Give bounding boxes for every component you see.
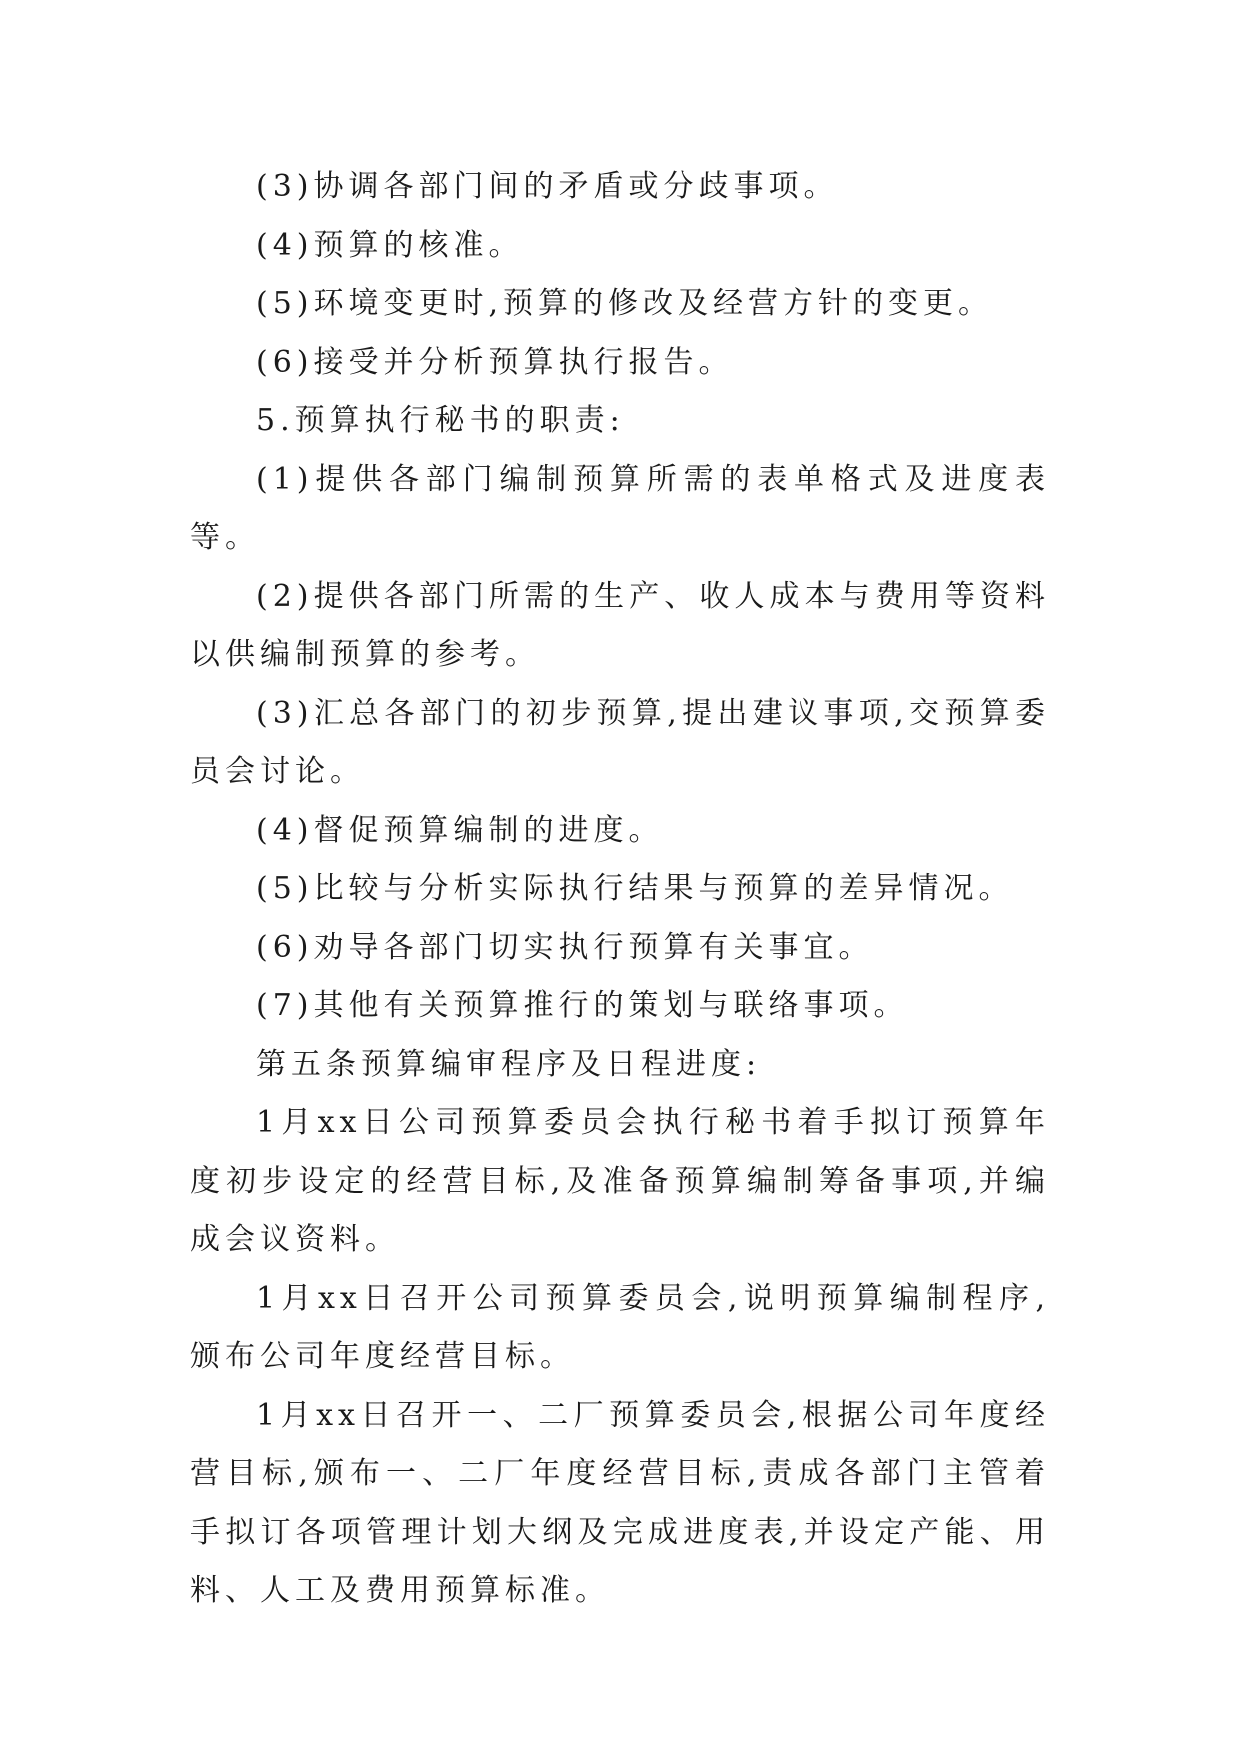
paragraph: (7)其他有关预算推行的策划与联络事项。 xyxy=(256,988,909,1023)
paragraph: 1月xx日召开一、二厂预算委员会,根据公司年度经营目标,颁布一、二厂年度经营目标,责成各部门主管着手拟订各项管理计划大纲及完成进度表,并设定产能、用料、人工及费用预算标准。 xyxy=(190,1397,1050,1608)
paragraph: (1)提供各部门编制预算所需的表单格式及进度表等。 xyxy=(190,461,1050,555)
paragraph: 1月xx日公司预算委员会执行秘书着手拟订预算年度初步设定的经营目标,及准备预算编制筹备事项,并编成会议资料。 xyxy=(190,1105,1050,1257)
section-heading: 5.预算执行秘书的职责: xyxy=(256,403,625,438)
paragraph: (6)劝导各部门切实执行预算有关事宜。 xyxy=(256,929,874,965)
paragraph: (3)协调各部门间的矛盾或分歧事项。 xyxy=(256,169,839,204)
paragraph: (2)提供各部门所需的生产、收人成本与费用等资料以供编制预算的参考。 xyxy=(190,578,1050,672)
document-body xyxy=(190,158,1050,1621)
paragraph: (4)预算的核准。 xyxy=(256,227,524,263)
article-heading: 第五条预算编审程序及日程进度: xyxy=(256,1046,762,1082)
paragraph: (5)比较与分析实际执行结果与预算的差异情况。 xyxy=(256,871,1014,906)
paragraph: (5)环境变更时,预算的修改及经营方针的变更。 xyxy=(256,286,994,321)
paragraph: (6)接受并分析预算执行报告。 xyxy=(256,344,734,380)
paragraph: (4)督促预算编制的进度。 xyxy=(256,812,664,848)
paragraph: 1月xx日召开公司预算委员会,说明预算编制程序,颁布公司年度经营目标。 xyxy=(190,1280,1050,1374)
paragraph: (3)汇总各部门的初步预算,提出建议事项,交预算委员会讨论。 xyxy=(190,695,1050,789)
